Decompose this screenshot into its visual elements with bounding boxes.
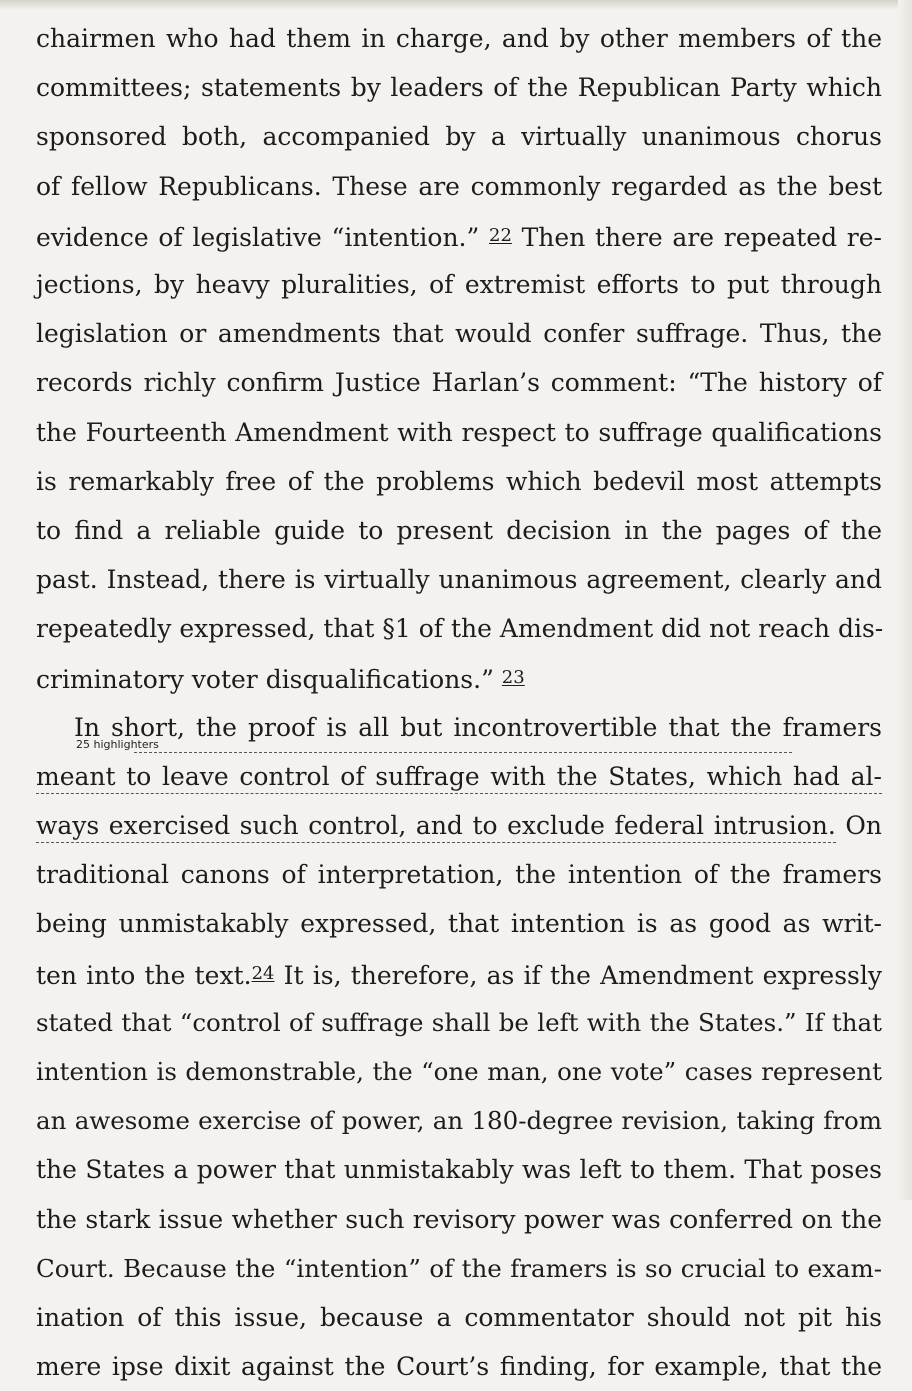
text-line-2: committees; statements by leaders of the Republican Party which [36, 73, 882, 103]
text-line-24: the States a power that unmistakably was left to them. That poses [36, 1155, 882, 1185]
text-line-13: repeatedly expressed, that §1 of the Amendment did not reach dis- [36, 614, 884, 644]
footnote-ref-22[interactable]: 22 [489, 224, 512, 246]
text-line-5 [36, 211, 882, 260]
highlighted-text-2[interactable]: ways exercised such control, and to exclude federal intrusion. [36, 811, 836, 843]
text-line-18: traditional canons of interpretation, the intention of the framers [36, 860, 882, 890]
text-line-14 [36, 653, 882, 702]
text-line-6: jections, by heavy pluralities, of extremist efforts to put through [36, 269, 882, 299]
text-line-8: records richly confirm Justice Harlan’s comment: “The history of [36, 368, 882, 398]
highlighted-line-16[interactable] [36, 737, 882, 801]
highlighted-text-1[interactable]: meant to leave control of suffrage with the States, which had al- [36, 762, 882, 794]
text-line-7: legislation or amendments that would confer suffrage. Thus, the [36, 319, 882, 349]
text-line-12: past. Instead, there is virtually unanimous agreement, clearly and [36, 565, 882, 595]
line-17-text-b: On [835, 811, 882, 840]
page-right-shadow [898, 0, 912, 1200]
text-line-19: being unmistakably expressed, that intention is as good as writ- [36, 909, 882, 939]
text-line-23: an awesome exercise of power, an 180-degree revision, taking from [36, 1106, 882, 1136]
text-line-21: stated that “control of suffrage shall be left with the States.” If that [36, 1007, 882, 1037]
line-20-text-b: It is, therefore, as if the Amendment expressly [274, 960, 883, 990]
line-20-text-a: ten into the text. [36, 960, 252, 990]
page-text [36, 14, 882, 1391]
text-line-15: In short, the proof is all but incontrovertible that the framers [74, 712, 882, 742]
text-line-27: ination of this issue, because a commentator should not pit his [36, 1302, 882, 1332]
text-line-28: mere ipse dixit against the Court’s finding, for example, that the [36, 1352, 882, 1382]
highlight-top-rule [134, 752, 792, 753]
text-line-25: the stark issue whether such revisory power was conferred on the [36, 1204, 882, 1234]
text-line-26: Court. Because the “intention” of the framers is so crucial to exam- [36, 1253, 882, 1283]
footnote-ref-24[interactable]: 24 [251, 962, 275, 984]
text-line-9: the Fourteenth Amendment with respect to suffrage qualifications [36, 417, 882, 447]
text-line-20 [36, 949, 882, 998]
text-line-1: chairmen who had them in charge, and by other members of the [36, 24, 882, 53]
line-5-text-b: Then there are repeated re- [511, 222, 882, 252]
page-top-edge [0, 0, 912, 10]
line-14-text: criminatory voter disqualifications.” [36, 665, 502, 695]
footnote-ref-23[interactable]: 23 [501, 667, 525, 689]
text-line-4: of fellow Republicans. These are commonly regarded as the best [36, 171, 882, 201]
text-line-11: to find a reliable guide to present decision in the pages of the [36, 515, 882, 545]
text-line-3: sponsored both, accompanied by a virtually unanimous chorus [36, 122, 882, 152]
highlight-count-label[interactable]: 25 highlighters [76, 737, 159, 751]
text-line-10: is remarkably free of the problems which bedevil most attempts [36, 466, 882, 496]
highlighted-line-17[interactable] [36, 801, 882, 850]
text-line-22: intention is demonstrable, the “one man, one vote” cases represent [36, 1056, 882, 1086]
line-5-text-a: evidence of legislative “intention.” [36, 222, 489, 252]
